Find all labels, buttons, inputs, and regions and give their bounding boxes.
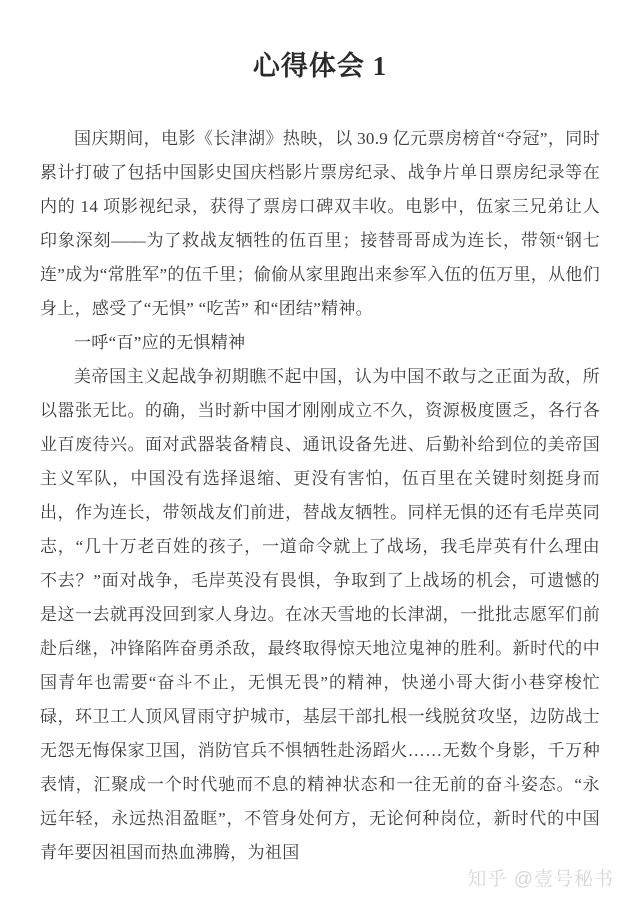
watermark-text: 知乎 @壹号秘书 [467,869,614,890]
paragraph-body: 美帝国主义起战争初期瞧不起中国，认为中国不敢与之正面为敌，所以嚣张无比。的确，当时新中国才刚刚成立不久，资源极度匮乏，各行各业百废待兴。面对武器装备精良、通讯设备先进、后勤补给到位的美帝国主义军队，中国没有选择退缩、更没有害怕，伍百里在关键时刻挺身而出，作为连长，带领战友们前进，替战友牺牲。同样无惧的还有毛岸英同志，“几十万老百姓的孩子，一道命令就上了战场，我毛岸英有什么理由不去？”面对战争，毛岸英没有畏惧，争取到了上战场的机会，可遗憾的是这一去就再没回到家人身边。在冰天雪地的长津湖，一批批志愿军们前赴后继，冲锋陷阵奋勇杀敌，最终取得惊天地泣鬼神的胜利。新时代的中国青年也需要“奋斗不止，无惧无畏”的精神，快递小哥大街小巷穿梭忙碌，环卫工人顶风冒雨守护城市，基层干部扎根一线脱贫攻坚，边防战士无怨无悔保家卫国，消防官兵不惧牺牲赴汤蹈火……无数个身影，千万种表情，汇聚成一个时代驰而不息的精神状态和一往无前的奋斗姿态。“永远年轻，永远热泪盈眶”，不管身处何方，无论何种岗位，新时代的中国青年要因祖国而热血沸腾，为祖国 [40,367,600,862]
paragraph-intro: 国庆期间，电影《长津湖》热映，以 30.9 亿元票房榜首“夺冠”，同时累计打破了包括中国影史国庆档影片票房纪录、战争片单日票房纪录等在内的 14 项影视纪录，获得了票房口碑双丰收。电影中，伍家三兄弟让人印象深刻——为了救战友牺牲的伍百里；接替哥哥成为连长，带领“钢七连”成为“常胜军”的伍千里；偷偷从家里跑出来参军入伍的伍万里，从他们身上，感受了“无惧” “吃苦” 和“团结”精神。 [40,129,600,318]
section-heading: 一呼“百”应的无惧精神 [74,333,246,352]
page-title: 心得体会 1 [252,51,388,81]
